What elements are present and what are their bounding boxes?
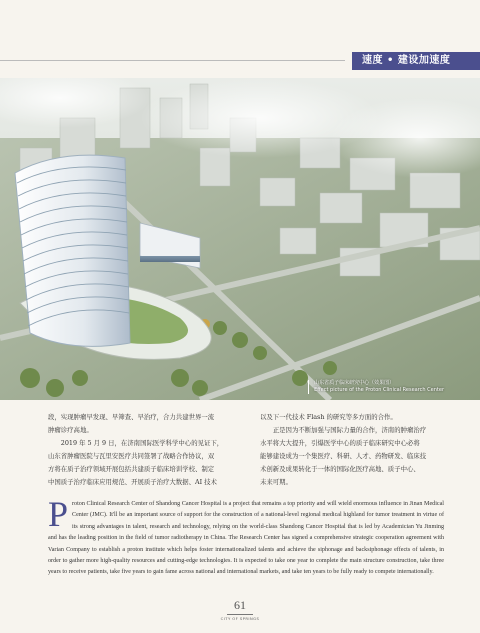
cn-line: 水平将大大提升，引爆医学中心的质子临床研究中心必将 (260, 439, 420, 447)
cn-line: 正是因为不断加强与国际力量的合作，济南的肿瘤治疗 (260, 426, 427, 434)
chinese-body (48, 411, 444, 487)
cn-line: 2019 年 5 月 9 日，在济南国际医学科学中心的见证下， (48, 439, 224, 447)
section-header (0, 52, 480, 70)
chinese-column-right (260, 411, 445, 489)
chinese-column-left (48, 411, 233, 489)
page-number: 61 (234, 598, 246, 612)
english-body (48, 494, 444, 579)
section-tag: 速度 • 建设加速度 (352, 52, 480, 70)
english-paragraph: roton Clinical Research Center of Shandong Cancer Hospital is a project that remains a top priority and will wield enormous influence in Jinan Medical Center (JMC). It'll be an important source of support for the construction of a national-level regional medical highland for tumor treatment in virtue of its strong advantages in talent, research and technology, relying on the world-class Shandong Cancer Hospital that is led by Academician Yu Jinming and has the leading position in the field of tumor radiotherapy in China. The Research Center has signed a comprehensive strategic cooperation agreement with Varian Company to establish a proton institute which helps foster internationalized talents and achieve the siphonage and backsiphonage effects of talents, in order to gather more high-quality resources and cutting-edge technologies. It is expected to take one year to complete the main structure construction, take three years to receive patients, take five years to gain fame across national and international markets, and take ten years to be fully ready to compete internationally. (48, 501, 444, 576)
cn-line: 中国质子治疗临床应用规范、开展质子治疗大数据、AI 技术 (48, 478, 217, 486)
cn-line: 段，实现肿瘤早发现、早筛查、早治疗，合力共建世界一流 (48, 413, 215, 421)
drop-cap: P (48, 494, 69, 534)
hero-rendering (0, 78, 480, 400)
caption-en: Effect picture of the Proton Clinical Research Center (314, 387, 444, 393)
cn-line: 山东省肿瘤医院与瓦里安医疗共同签署了战略合作协议，双 (48, 452, 215, 460)
aerial-rendering-illustration (0, 78, 480, 400)
image-caption (308, 380, 444, 394)
caption-cn: 山东省质子临床研究中心（效果图） (314, 380, 395, 386)
cn-line: 肿瘤诊疗高地。 (48, 426, 93, 434)
page-footer (0, 598, 480, 621)
header-rule (0, 60, 345, 61)
magazine-name: CITY OF SPRINGS (220, 616, 260, 621)
cn-line: 方将在质子治疗领域开展包括共建质子临床培训学校、制定 (48, 465, 215, 473)
cn-line: 能够建设成为一个集医疗、科研、人才、药物研发、临床技 (260, 452, 427, 460)
cn-line: 未来可期。 (260, 478, 292, 486)
cn-line: 术创新及成果转化于一体的国际化医疗高地、质子中心、 (260, 465, 420, 473)
footer-rule (227, 614, 253, 615)
cn-line: 以及下一代技术 Flash 的研究等多方面的合作。 (260, 413, 397, 421)
